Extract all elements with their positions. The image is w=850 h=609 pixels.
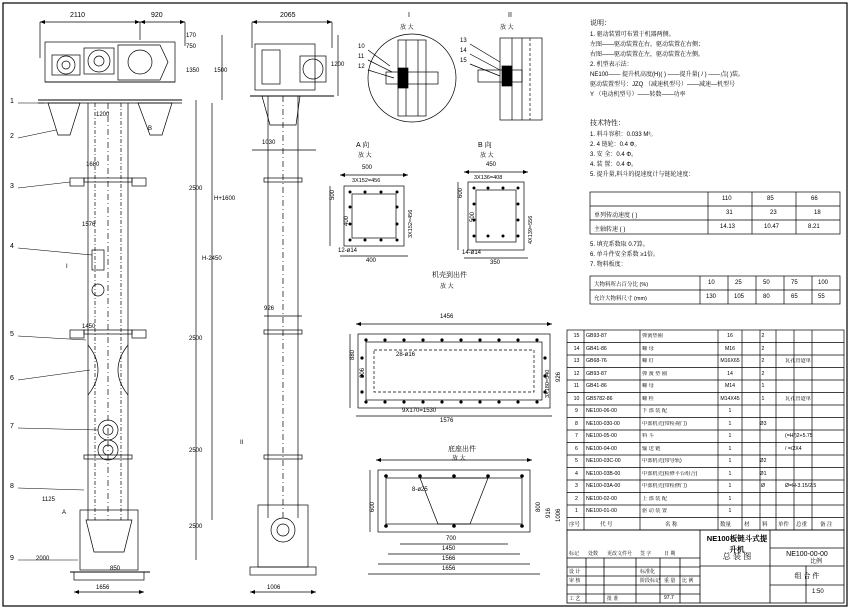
drawing-subtitle: 总 装 图 [722,552,752,561]
dim-left-2500d: 2500 [189,524,203,530]
bom-cell-qty: 1 [728,470,732,477]
detail-outlet-title: 底座出件 [448,446,476,453]
bom-cell-remark: 瓦孔管道单 [785,395,811,402]
mat-row-4: 65 [791,294,798,300]
bom-cell-name: 中部机壳(带检视门) [642,420,687,427]
bom-cell-remark: (=H/)2+5.75 [785,433,813,439]
tb-row0-c2: 更改文件号 [607,551,633,557]
tb-row0-c1: 处数 [588,551,599,557]
tb-standard-label: 标准化 [640,569,656,575]
tb-row0-c3: 签 字 [640,551,652,557]
bom-header-unit: 单件 [778,522,790,528]
bom-cell-qty: 16 [727,333,733,339]
note-line-7: Y （电动机型号）——转数——功率 [590,92,686,98]
balloon-1: 1 [10,98,14,105]
spec-row1-label: 单列传动速度 ( ) [594,213,638,219]
spec-table-h3: 66 [811,196,818,202]
bom-cell-no: 11 [573,383,580,389]
detail-I-sub: 放 大 [400,25,414,31]
bom-cell-code: GB93-87 [586,370,607,377]
tb-weight-value: 97.7 [664,595,674,601]
detail-II-title: II [508,12,512,19]
bom-row [567,480,844,493]
mat-head-2: 25 [735,280,742,286]
detail-outlet-dim-1566: 1566 [442,556,456,562]
bom-cell-code: NE100-05-00 [586,433,617,439]
scale-label: 比例 [810,559,823,565]
balloon-6: 6 [10,375,14,382]
dim-left-1576: 1576 [82,222,96,228]
detail-II-callout-14: 14 [460,48,467,54]
bom-header-remark: 备 注 [820,522,833,528]
detail-base-dim-1456: 1456 [440,314,454,320]
note-line-2: 左图——驱动装置在右，驱动装置在右侧； [590,42,705,48]
dim-left-1450: 1450 [82,324,96,330]
bom-cell-name: 弹 簧 垫 圈 [642,370,668,377]
balloon-2: 2 [10,133,14,140]
bom-row [567,393,844,406]
bom-cell-name: 中部机壳(带导轨) [642,458,682,464]
bom-row [567,418,844,431]
spec-line-5: 5. 提升量,料斗的提速度计与链轮速度： [590,172,695,178]
spec-row1-v1: 31 [726,210,733,216]
balloon-7: 7 [10,423,14,430]
section-mark-II: II [240,440,244,446]
detail-outlet-dim-916: 916 [546,507,552,518]
bom-cell-note: 2 [761,358,765,364]
dim-right-1200: 1200 [331,62,345,68]
bom-cell-name: 中部机壳(检修平台组合) [642,470,698,477]
bom-cell-note: 2 [761,345,765,352]
spec-block [590,118,844,180]
bom-cell-remark: 瓦孔管道单 [785,358,811,364]
bom-cell-name: 驱 动 装 置 [642,508,668,514]
spec-row1-v2: 23 [770,210,777,216]
bom-cell-note: 1 [761,383,765,389]
tb-weight-label: 重 量 [664,578,676,584]
bom-cell-no: 7 [575,433,578,439]
bom-cell-name: 输 送 链 [642,445,661,452]
spec-line-2: 2. 4 链轮：0.4 Φ。 [590,142,641,148]
bom-cell-no: 6 [575,445,578,452]
dim-left-2500a: 2500 [189,186,203,192]
spec-row2-label: 主轴转速 ( ) [594,227,626,233]
bom-cell-no: 13 [573,358,580,364]
bom-cell-code: NE100-06-00 [586,408,617,414]
bom-row [567,505,844,518]
detail-A-dim-400: 400 [344,215,350,226]
detail-I-callout-10: 10 [358,44,365,50]
detail-B-dim-500: 500 [470,211,476,222]
bom-row [567,405,844,418]
tb-row0-c4: 日 期 [664,551,676,557]
tb-scale-label: 比 例 [682,578,694,584]
detail-B-dim-450: 450 [486,162,497,168]
bom-row [567,343,844,356]
bom-cell-code: GB5782-86 [586,395,613,402]
detail-A-dim-3x152: 3X152=456 [352,178,381,184]
mat-row-3: 80 [763,294,770,300]
bom-header-mat2: 料 [762,522,768,528]
mat-row-5: 55 [818,294,825,300]
bom-cell-no: 12 [573,370,580,377]
bom-cell-note: 2 [761,370,765,377]
detail-outlet-dim-1006: 1006 [556,508,562,522]
detail-A-dim-500b: 500 [330,189,336,200]
detail-base-dim-880: 880 [350,349,356,360]
dim-left-1680: 1680 [86,162,100,168]
spec-line-1: 1. 料斗容积：0.033 M³。 [590,132,657,138]
bom-cell-name: 螺 母 [642,383,654,389]
detail-A-sub: 放 大 [358,153,372,159]
mat-head-3: 50 [763,280,770,286]
balloon-4: 4 [10,243,14,250]
detail-II-callout-15: 15 [460,58,467,64]
mat-head-1: 10 [708,280,715,286]
bom-cell-qty: 1 [728,420,732,427]
scale-value: 1:50 [812,589,824,595]
dim-right-1006: 1006 [267,585,281,591]
detail-I-title: I [408,12,410,19]
bom-cell-qty: 14 [727,370,733,377]
bom-cell-name: 螺 栓 [642,395,654,402]
bom-row [567,455,844,468]
dim-right-2065: 2065 [280,12,296,19]
bom-cell-no: 8 [575,420,578,427]
bom-cell-code: NE100-03C-00 [586,458,621,464]
dim-left-170: 170 [186,33,197,39]
dim-left-850: 850 [110,566,121,572]
notes-block [590,18,844,100]
bom-cell-no: 5 [575,458,578,464]
detail-view-B [458,170,528,258]
dim-left-h2450: H-2450 [202,256,222,262]
bom-cell-qty: M16 [724,345,736,352]
dim-left-1500: 1500 [214,68,228,74]
bom-cell-note: Ø2 [759,458,767,464]
after-line-2: 6. 单斗件安全系数 ≥1倍。 [590,252,659,258]
bom-cell-note: Ø [760,483,766,489]
bom-cell-name: 上 部 装 配 [642,495,668,502]
detail-base-title: 机壳到出件 [432,272,467,279]
bom-row [567,430,844,443]
bom-cell-code: NE100-04-00 [586,445,617,452]
detail-A-dim-400b: 400 [366,258,377,264]
spec-line-4: 4. 装 置：0.4 Φ。 [590,162,638,168]
dim-left-2500b: 2500 [189,336,203,342]
bom-cell-qty: 1 [728,483,732,489]
bom-cell-qty: 1 [728,508,732,514]
bom-cell-code: NE100-03B-00 [586,470,621,477]
detail-base-dim-926: 926 [556,371,562,382]
detail-view-I [368,34,456,122]
after-notes [590,240,844,270]
balloon-9: 9 [10,555,14,562]
bom-row [567,368,844,381]
bom-cell-remark: Ø=H-3.15/2.5 [785,483,817,489]
bom-cell-name: 料 斗 [642,433,654,439]
bom-cell-code: NE100-01-00 [586,508,617,514]
detail-B-title: B 向 [478,142,492,149]
note-line-6: 驱动装置型号：JZQ （减速机型号）——减速—机型号 [590,82,735,88]
section-mark-I: I [66,264,68,270]
mat-head-4: 75 [791,280,798,286]
assembly-note: 组 合 件 [794,573,820,580]
detail-view-II [470,38,542,120]
bom-cell-name: 中部机壳(带检修门) [642,483,687,489]
detail-outlet-dim-700: 700 [446,536,457,542]
bom-cell-qty: M14 [724,383,736,389]
bom-cell-note: 1 [761,395,765,402]
bom-cell-name: 螺 钉 [642,358,654,364]
detail-B-dim-600: 600 [458,187,464,198]
detail-base-sub: 放 大 [440,284,454,290]
bom-cell-qty: 1 [728,495,732,502]
detail-I-callout-12: 12 [358,64,365,70]
bom-header-code: 代 号 [600,522,613,528]
note-line-5: NE100—— 提升机高度(H)( ) ——提升量( / ) ——点( )装。 [590,72,744,78]
bom-row [567,380,844,393]
dim-left-920: 920 [151,12,163,19]
bom-cell-remark: / =/2X4 [785,445,802,452]
bom-cell-note: Ø1 [759,470,767,477]
bom-cell-qty: 1 [728,408,732,414]
dim-left-h1600: H+1600 [214,196,236,202]
detail-outlet-sub: 放 大 [452,456,466,462]
bom-cell-note: 2 [761,333,765,339]
dim-left-1350: 1350 [186,68,200,74]
dim-left-2500c: 2500 [189,448,203,454]
detail-outlet-dim-600: 600 [370,501,376,512]
bom-cell-code: NE100-030-00 [586,420,620,427]
spec-row1-v3: 18 [814,210,821,216]
mat-head-0: 大物料所占百分比 (%) [594,282,649,288]
detail-A-dim-holes: 12-ø14 [338,248,358,254]
detail-view-A [330,173,408,256]
after-line-1: 5. 填充系数取 0.7算。 [590,242,649,248]
bom-row [567,493,844,506]
bom-cell-no: 4 [575,470,578,477]
bom-cell-name: 弹簧垫圈 [642,333,663,339]
bom-row [567,355,844,368]
tb-stage-label: 阶段标记 [640,578,661,584]
drawing-number: NE100-00-00 [786,551,828,558]
spec-heading: 技术特性： [590,120,625,127]
dim-left-2110: 2110 [70,12,86,19]
notes-heading: 说明： [590,20,611,27]
section-mark-A: A [62,510,67,516]
dim-right-1030: 1030 [262,140,276,146]
drawing-title: NE100板链斗式提升机 [706,534,768,554]
balloon-8: 8 [10,483,14,490]
detail-II-sub: 放 大 [500,25,514,31]
bom-row [567,443,844,456]
detail-base-dim-3x180: 3X180=540 [545,369,551,398]
bom-cell-no: 3 [575,483,578,489]
mat-row-1: 130 [706,294,717,300]
dim-left-1125: 1125 [42,497,55,503]
bom-cell-code: GB41-86 [586,345,607,352]
bom-header-total: 总重 [796,522,808,528]
dim-left-2000: 2000 [36,556,50,562]
bom-cell-qty: 1 [728,445,732,452]
spec-table-h1: 110 [722,196,732,202]
detail-B-sub: 放 大 [480,153,494,159]
tb-row0-c0: 标记 [569,551,580,557]
bom-cell-code: NE100-02-00 [586,495,617,502]
detail-view-housing-plate [350,322,552,416]
bom-cell-qty: M16X65 [720,358,740,364]
bom-cell-no: 15 [573,333,580,339]
balloon-5: 5 [10,331,14,338]
bom-cell-qty: 1 [728,433,732,439]
bom-cell-qty: M14X45 [720,395,740,402]
bom-cell-qty: 1 [728,458,732,464]
bom-header-no: 序号 [569,522,581,528]
bom-header-name: 名 称 [665,522,678,528]
after-line-3: 7. 物料板度： [590,262,627,268]
balloon-3: 3 [10,183,14,190]
bom-cell-name: 螺 母 [642,345,654,352]
spec-row2-v2: 10.47 [764,224,780,230]
bom-header-qty: 数量 [720,522,732,528]
detail-outlet-dim-1450: 1450 [442,546,456,552]
bom-table [567,330,844,530]
mat-head-5: 100 [818,280,829,286]
bom-cell-name: 下 部 装 配 [642,408,668,414]
spec-row2-v1: 14.13 [720,224,736,230]
note-line-4: 2. 机型表示法： [590,62,633,68]
bom-cell-no: 1 [575,508,578,514]
dim-left-1656: 1656 [96,585,110,591]
note-line-1: 1. 驱动装置可布置于机器两侧。 [590,32,675,38]
dim-left-750: 750 [186,44,197,50]
bom-cell-note: Ø3 [759,420,767,427]
detail-base-dim-holes: 28-ø16 [396,352,416,358]
bom-cell-code: NE100-03A-00 [586,483,621,489]
detail-A-dim-3x152b: 3X152=456 [408,209,414,238]
bom-cell-code: GB41-86 [586,383,607,389]
detail-base-dim-9x170: 9X170=1530 [402,408,437,414]
detail-outlet-dim-800: 800 [536,501,542,512]
left-elevation-view [18,20,222,594]
bom-cell-code: GB93-87 [586,333,607,339]
bom-header-mat: 材 [744,522,750,528]
mat-row-2: 105 [734,294,745,300]
spec-row2-v3: 8.21 [808,224,820,230]
detail-B-dim-3x136: 3X136=408 [474,175,503,181]
bom-cell-no: 14 [573,345,580,352]
mat-row-0: 允许大物料尺寸 (mm) [594,296,647,302]
detail-I-callout-11: 11 [358,54,365,60]
detail-base-dim-806: 806 [360,367,366,378]
bom-cell-no: 10 [573,395,580,402]
spec-table-h2: 85 [767,196,774,202]
bom-row [567,330,844,343]
tb-process-label: 工 艺 [569,596,581,602]
detail-II-callout-13: 13 [460,38,467,44]
tb-approve-label: 批 准 [607,596,619,602]
detail-B-dim-holes: 14-ø14 [462,250,482,256]
tb-design-label: 设 计 [569,569,581,575]
detail-outlet-dim-1656: 1656 [442,566,456,572]
dim-left-1200: 1200 [96,112,110,118]
dim-right-926: 926 [264,306,275,312]
detail-B-dim-4x139: 4X139=556 [528,215,534,244]
bom-row [567,468,844,481]
detail-B-dim-350: 350 [490,260,501,266]
bom-cell-code: GB68-76 [586,358,607,364]
detail-A-dim-500: 500 [362,165,373,171]
note-line-3: 右图——驱动装置在左，驱动装置在左侧。 [590,52,705,58]
tb-check-label: 审 核 [569,578,581,584]
section-mark-B: B [148,126,153,132]
detail-base-dim-1576: 1576 [440,418,454,424]
detail-outlet-dim-holes: 8-ø25 [412,487,428,493]
bom-cell-no: 2 [575,495,578,502]
bom-cell-no: 9 [575,408,578,414]
spec-line-3: 3. 安 全：0.4 Φ。 [590,152,638,158]
detail-A-title: A 向 [356,142,370,149]
